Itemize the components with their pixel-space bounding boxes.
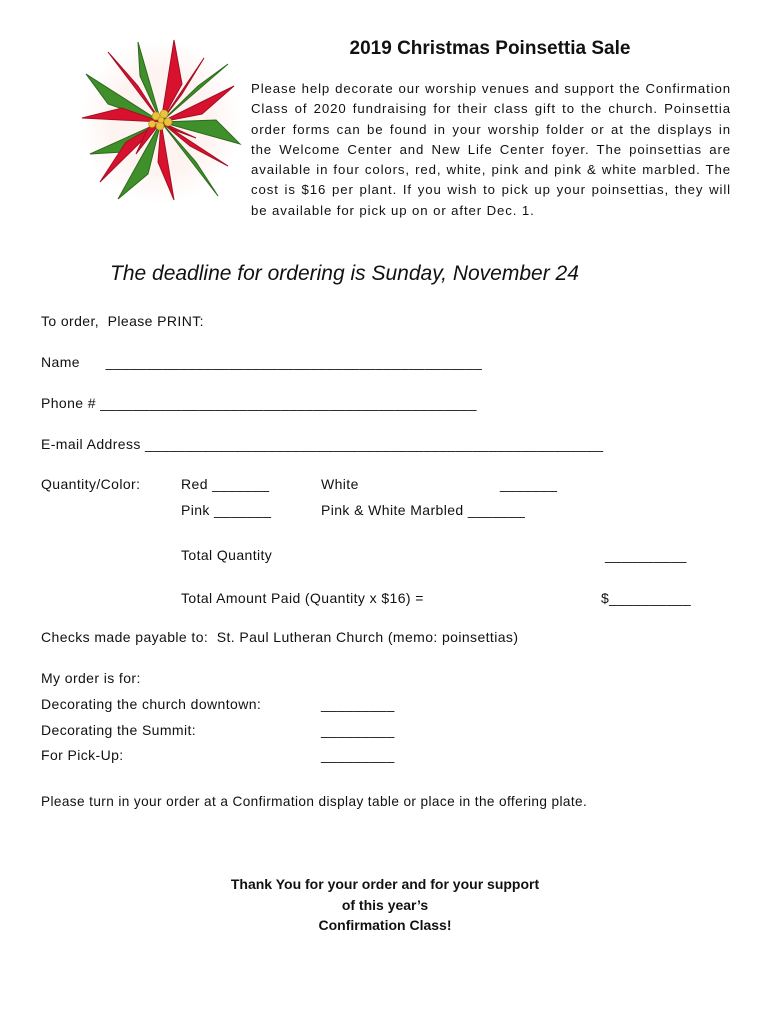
checks-payable-text: Checks made payable to: St. Paul Lutheran Church (memo: poinsettias) (41, 629, 519, 645)
total-quantity-field[interactable]: __________ (605, 547, 687, 563)
summit-label: Decorating the Summit: (41, 722, 197, 738)
white-quantity-field[interactable]: _______ (500, 476, 558, 492)
thank-you-message (170, 874, 600, 936)
total-amount-label: Total Amount Paid (Quantity x $16) = (181, 590, 424, 606)
deadline-heading: The deadline for ordering is Sunday, November 24 (110, 262, 579, 285)
thank-you-line-3: Confirmation Class! (318, 917, 452, 933)
white-label: White (321, 476, 359, 492)
quantity-color-label: Quantity/Color: (41, 476, 141, 492)
pink-quantity-field[interactable]: Pink _______ (181, 502, 272, 518)
turn-in-instructions: Please turn in your order at a Confirmation display table or place in the offering plate. (41, 794, 588, 809)
summit-field[interactable]: _________ (321, 722, 395, 738)
pickup-label: For Pick-Up: (41, 747, 124, 763)
pink-white-quantity-field[interactable]: Pink & White Marbled _______ (321, 502, 526, 518)
red-quantity-field[interactable]: Red _______ (181, 476, 270, 492)
page-title: 2019 Christmas Poinsettia Sale (349, 38, 631, 59)
downtown-label: Decorating the church downtown: (41, 696, 262, 712)
total-amount-field[interactable]: $__________ (601, 590, 692, 606)
poinsettia-flower-icon (78, 34, 244, 206)
downtown-field[interactable]: _________ (321, 696, 395, 712)
pickup-field[interactable]: _________ (321, 747, 395, 763)
email-field[interactable]: E-mail Address ________________________________________________________ (41, 436, 604, 452)
name-field[interactable]: Name ______________________________________________ (41, 354, 483, 370)
total-quantity-label: Total Quantity (181, 547, 273, 563)
thank-you-line-1: Thank You for your order and for your support (230, 876, 540, 892)
order-for-heading: My order is for: (41, 670, 141, 686)
thank-you-line-2: of this year’s (341, 896, 429, 913)
intro-paragraph: Please help decorate our worship venues and support the Confirmation Class of 2020 fundraising for their class gift to the church. Poinsettia order forms can be found in your worship folder or at the displays in the Welcome Center and New Life Center foyer. The poinsettias are available in four colors, red, white, pink and pink & white marbled. The cost is $16 per plant. If you wish to pick up your poinsettias, they will be available for pick up on or after Dec. 1. (251, 81, 731, 218)
order-instruction: To order, Please PRINT: (41, 313, 204, 329)
phone-field[interactable]: Phone # ______________________________________________ (41, 395, 477, 411)
